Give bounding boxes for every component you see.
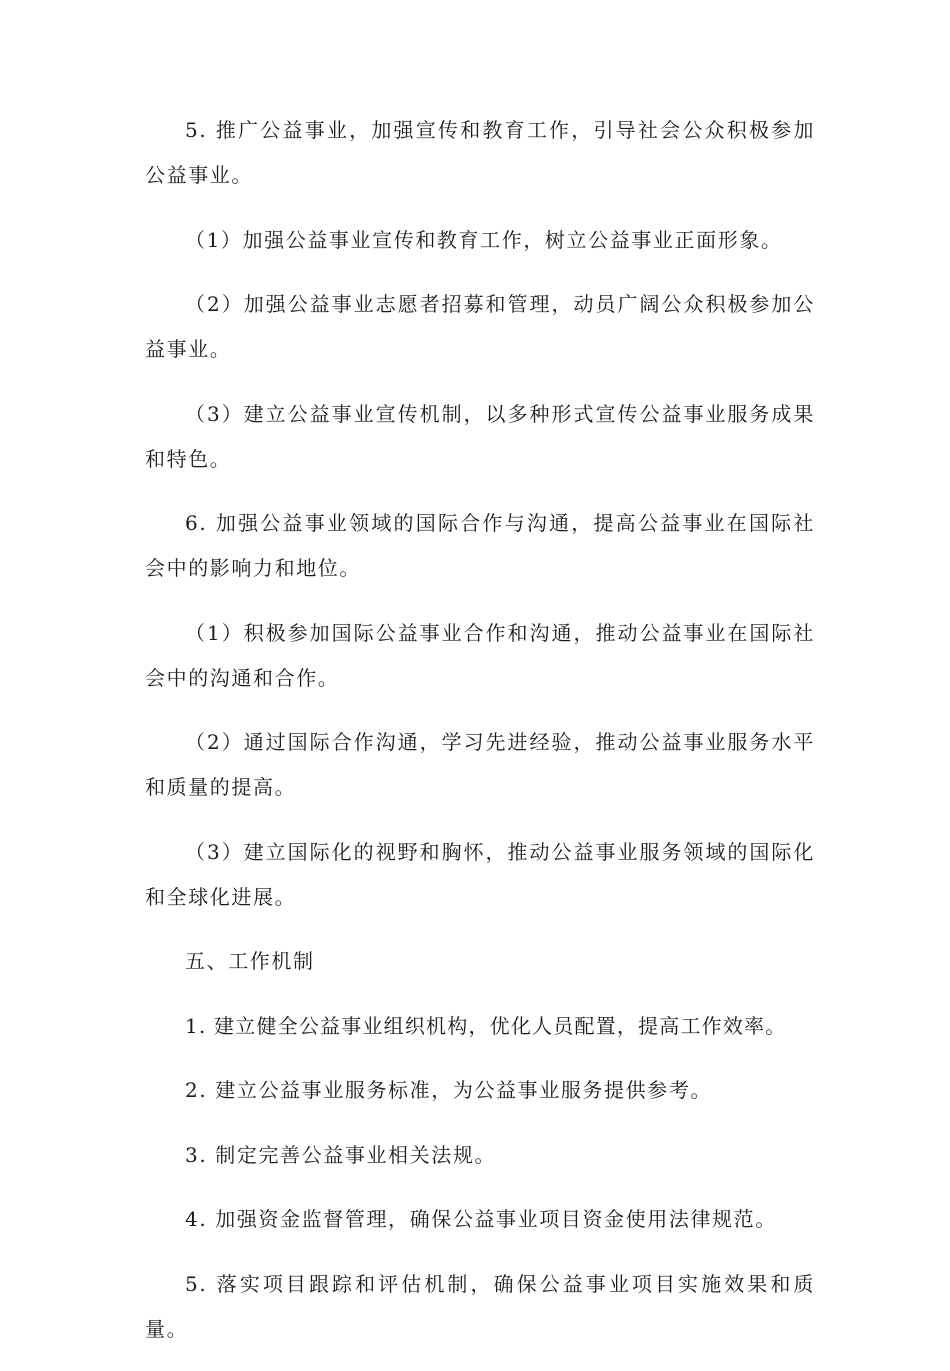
- paragraph-subitem-5-2: （2）加强公益事业志愿者招募和管理，动员广阔公众积极参加公益事业。: [145, 292, 815, 361]
- paragraph-mechanism-2: 2. 建立公益事业服务标准，为公益事业服务提供参考。: [185, 1078, 713, 1102]
- paragraph-mechanism-3: 3. 制定完善公益事业相关法规。: [185, 1142, 497, 1167]
- paragraph-subitem-6-3: （3）建立国际化的视野和胸怀，推动公益事业服务领域的国际化和全球化进展。: [145, 839, 815, 909]
- paragraph-subitem-5-1: （1）加强公益事业宣传和教育工作，树立公益事业正面形象。: [185, 227, 783, 252]
- section-heading-work-mechanism: 五、工作机制: [185, 949, 315, 973]
- paragraph-subitem-6-2: （2）通过国际合作沟通，学习先进经验，推动公益事业服务水平和质量的提高。: [145, 730, 815, 799]
- paragraph-mechanism-1: 1. 建立健全公益事业组织机构，优化人员配置，提高工作效率。: [185, 1013, 787, 1038]
- paragraph-mechanism-5: 5. 落实项目跟踪和评估机制，确保公益事业项目实施效果和质量。: [145, 1271, 815, 1341]
- paragraph-item-6-international: 6. 加强公益事业领域的国际合作与沟通，提高公益事业在国际社会中的影响力和地位。: [145, 511, 815, 580]
- paragraph-subitem-6-1: （1）积极参加国际公益事业合作和沟通，推动公益事业在国际社会中的沟通和合作。: [145, 620, 815, 690]
- document-page: [145, 108, 815, 1371]
- paragraph-mechanism-4: 4. 加强资金监督管理，确保公益事业项目资金使用法律规范。: [185, 1207, 777, 1231]
- paragraph-subitem-5-3: （3）建立公益事业宣传机制，以多种形式宣传公益事业服务成果和特色。: [145, 401, 815, 471]
- paragraph-item-5-promote: 5. 推广公益事业，加强宣传和教育工作，引导社会公众积极参加公益事业。: [145, 118, 815, 187]
